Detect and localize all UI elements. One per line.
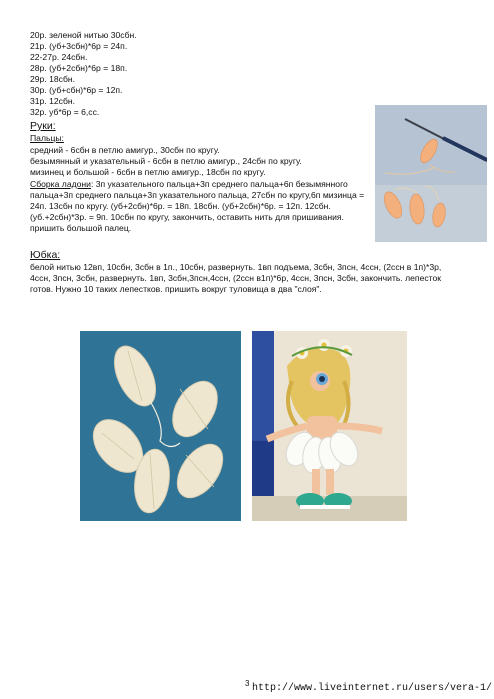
- row-20: 20р. зеленой нитью 30сбн.: [30, 30, 137, 40]
- row-31: 31р. 12сбн.: [30, 96, 76, 106]
- row-30: 30р. (уб+сбн)*6р = 12п.: [30, 85, 123, 95]
- palm-text: : 3п указательного пальца+3п среднего пальца+6п безымянного пальца+3п среднего пальца+3п указательного пальца, 27сбн по кругу,6п мизинца = 24п. 13сбн по кругу. (уб+2сбн)*6р. = 18п. 18сбн. (уб+2сбн)*6р. = 12п. 12сбн. (уб.+2сбн)*3р. = 9п. 10сбн по кругу, закончить, оставить нить для пришивания. пришить большой палец.: [30, 179, 365, 233]
- footer-url-link[interactable]: http://www.liveinternet.ru/users/vera-1/: [252, 683, 493, 694]
- doll-photo: [252, 331, 407, 521]
- fingers-text: средний - 6сбн в петлю амигур., 30сбн по кругу. безымянный и указательный - 6сбн в петлю амигур., 24сбн по кругу. мизинец и большой - 6сбн в петлю амигур., 18сбн по кругу.: [30, 145, 302, 177]
- row-32: 32р. уб*6р = 6,сс.: [30, 107, 100, 117]
- fingers-heading: Пальцы:: [30, 133, 64, 143]
- fingers-photo: [375, 105, 487, 242]
- petals-photo: [80, 331, 241, 521]
- page-number: 3: [245, 679, 250, 688]
- palm-assembly: [30, 179, 366, 234]
- row-21: 21р. (уб+3сбн)*6р = 24п.: [30, 41, 128, 51]
- arms-heading: Руки:: [30, 120, 56, 132]
- palm-heading: Сборка ладони: [30, 179, 91, 189]
- skirt-text: белой нитью 12вп, 10сбн, 3сбн в 1п., 10сбн, развернуть. 1вп подъема, 3сбн, 3псн, 4ссн, (2ссн в 1п)*3р, 4ссн, 3псн, 3сбн, развернуть. 1вп, 3сбн,3псн,4ссн, (2ссн в1п)*6р, 4ссн, 3псн, 3сбн, закончить. лепесток готов. Нужно 10 таких лепестков. пришить вокруг туловища в два "слоя".: [30, 262, 442, 294]
- row-28: 28р. (уб+2сбн)*6р = 18п.: [30, 63, 128, 73]
- row-29: 29р. 18сбн.: [30, 74, 76, 84]
- row-22-27: 22-27р. 24сбн.: [30, 52, 88, 62]
- skirt-heading: Юбка:: [30, 249, 61, 261]
